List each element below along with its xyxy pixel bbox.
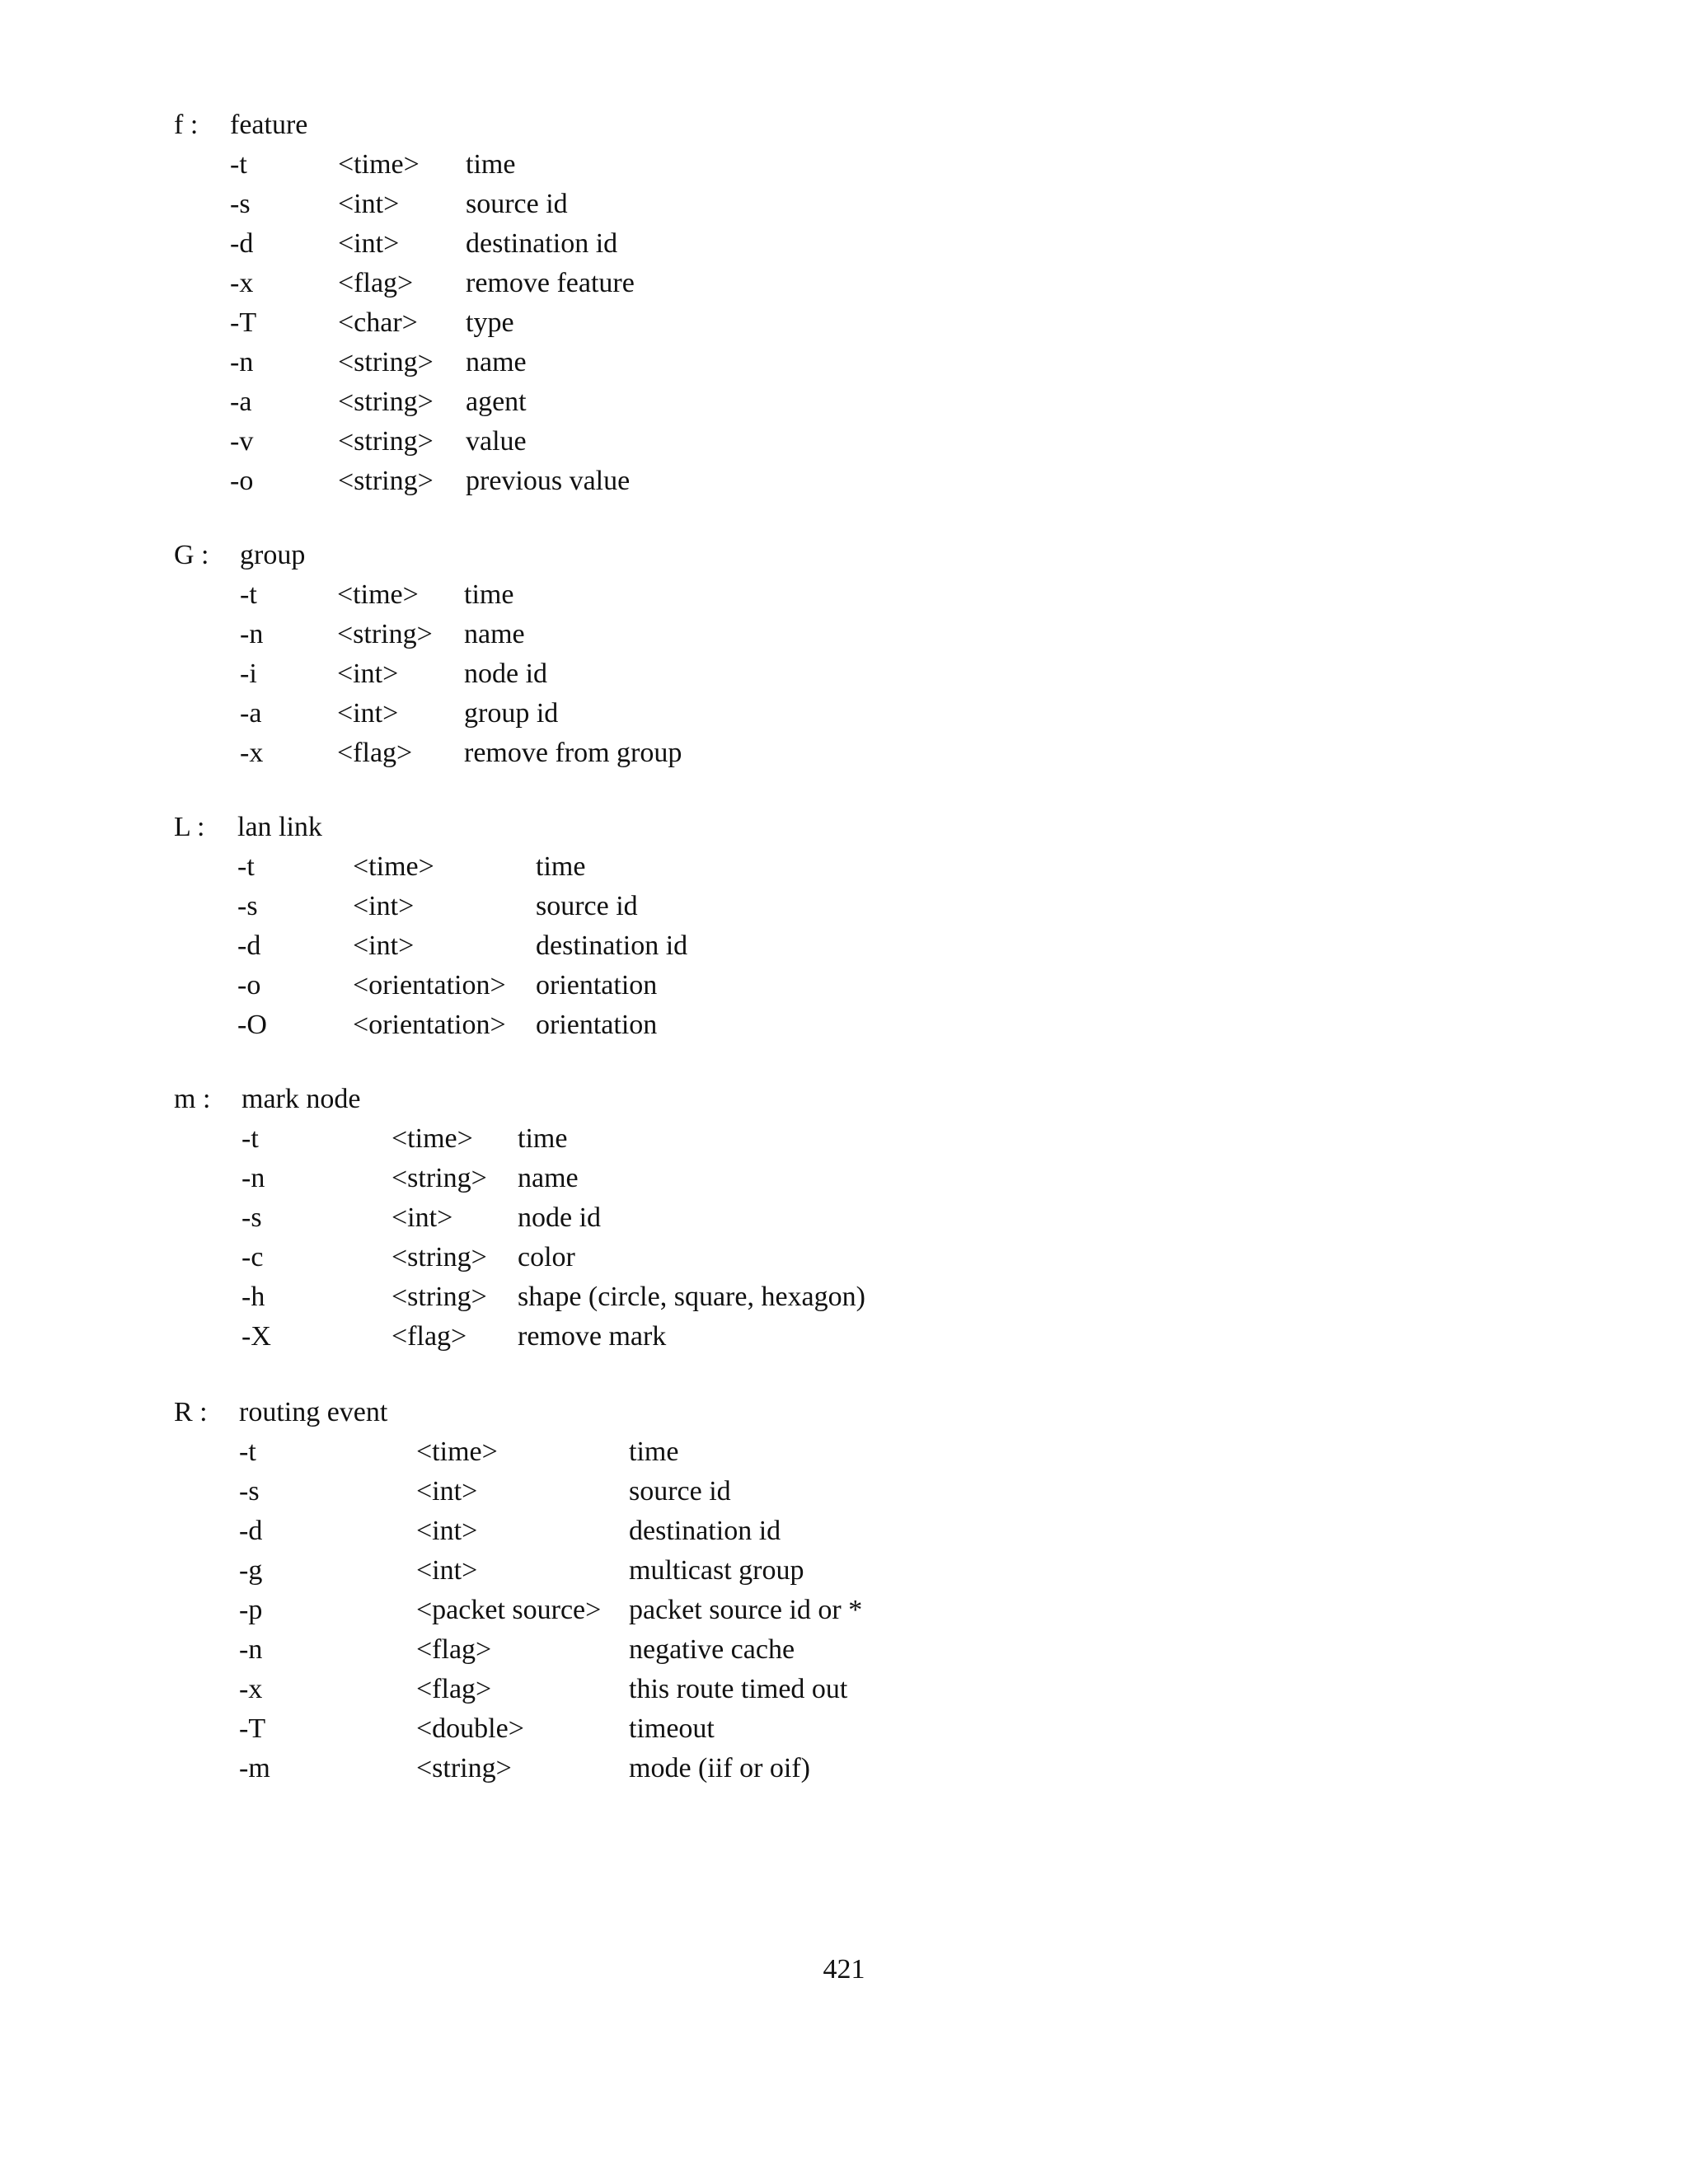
option-row — [0, 1591, 1688, 1630]
option-flag: -x — [240, 738, 264, 768]
option-description: destination id — [536, 930, 688, 961]
option-type: <packet source> — [416, 1595, 602, 1625]
option-type: <int> — [416, 1555, 478, 1586]
option-row — [0, 1749, 1688, 1788]
option-flag: -s — [230, 189, 251, 219]
option-row — [0, 615, 1688, 654]
option-flag: -s — [241, 1202, 262, 1233]
option-flag: -n — [239, 1634, 263, 1665]
event-title: routing event — [239, 1397, 388, 1427]
option-flag: -T — [230, 307, 257, 338]
option-type: <string> — [392, 1282, 487, 1312]
option-description: remove mark — [518, 1321, 667, 1352]
option-type: <double> — [416, 1713, 524, 1744]
option-flag: -v — [230, 426, 254, 457]
option-type: <int> — [353, 891, 415, 921]
option-type: <orientation> — [353, 970, 506, 1001]
option-row — [0, 145, 1688, 185]
option-type: <time> — [416, 1436, 498, 1467]
section-heading — [0, 105, 1688, 145]
option-flag: -d — [230, 228, 254, 259]
option-flag: -t — [239, 1436, 256, 1467]
option-row — [0, 185, 1688, 224]
option-row — [0, 303, 1688, 343]
option-description: mode (iif or oif) — [629, 1753, 810, 1783]
option-flag: -X — [241, 1321, 271, 1352]
event-code: L : — [174, 812, 205, 842]
option-flag: -t — [230, 149, 247, 180]
option-description: destination id — [629, 1516, 781, 1546]
option-type: <string> — [338, 387, 434, 417]
option-description: remove feature — [466, 268, 635, 298]
event-code: G : — [174, 540, 209, 570]
option-type: <flag> — [416, 1634, 492, 1665]
option-description: timeout — [629, 1713, 715, 1744]
option-row — [0, 1551, 1688, 1591]
option-flag: -n — [230, 347, 254, 377]
option-type: <int> — [338, 228, 400, 259]
option-flag: -a — [240, 698, 262, 729]
option-description: time — [518, 1123, 568, 1154]
option-flag: -d — [239, 1516, 263, 1546]
option-flag: -i — [240, 658, 257, 689]
option-description: name — [518, 1163, 579, 1193]
option-flag: -n — [241, 1163, 265, 1193]
event-code: f : — [174, 110, 199, 140]
option-row — [0, 1709, 1688, 1749]
option-row — [0, 1432, 1688, 1472]
option-flag: -p — [239, 1595, 263, 1625]
option-description: time — [466, 149, 516, 180]
event-title: feature — [230, 110, 308, 140]
option-type: <flag> — [416, 1674, 492, 1704]
option-type: <flag> — [337, 738, 413, 768]
option-flag: -s — [237, 891, 258, 921]
option-flag: -T — [239, 1713, 266, 1744]
option-row — [0, 1670, 1688, 1709]
option-row — [0, 422, 1688, 462]
option-type: <int> — [416, 1476, 478, 1507]
section-heading — [0, 1080, 1688, 1119]
option-row — [0, 1005, 1688, 1045]
section-heading — [0, 808, 1688, 847]
option-flag: -m — [239, 1753, 270, 1783]
option-type: <int> — [337, 698, 399, 729]
option-flag: -x — [230, 268, 254, 298]
option-type: <time> — [392, 1123, 473, 1154]
option-type: <time> — [353, 851, 434, 882]
option-description: source id — [536, 891, 638, 921]
option-row — [0, 1238, 1688, 1277]
option-row — [0, 966, 1688, 1005]
option-description: source id — [466, 189, 568, 219]
option-description: source id — [629, 1476, 731, 1507]
option-type: <time> — [337, 579, 419, 610]
option-flag: -o — [237, 970, 261, 1001]
option-row — [0, 654, 1688, 694]
option-description: time — [536, 851, 586, 882]
option-description: shape (circle, square, hexagon) — [518, 1282, 865, 1312]
option-type: <orientation> — [353, 1010, 506, 1040]
option-row — [0, 1277, 1688, 1317]
option-flag: -g — [239, 1555, 263, 1586]
option-type: <int> — [392, 1202, 453, 1233]
option-flag: -c — [241, 1242, 264, 1272]
option-type: <flag> — [338, 268, 414, 298]
option-type: <flag> — [392, 1321, 467, 1352]
option-type: <string> — [392, 1242, 487, 1272]
event-code: R : — [174, 1397, 208, 1427]
option-description: color — [518, 1242, 575, 1272]
option-row — [0, 694, 1688, 733]
option-row — [0, 1198, 1688, 1238]
option-description: previous value — [466, 466, 631, 496]
option-type: <string> — [392, 1163, 487, 1193]
option-description: name — [464, 619, 525, 649]
option-row — [0, 1472, 1688, 1511]
option-type: <string> — [338, 347, 434, 377]
option-description: group id — [464, 698, 559, 729]
option-description: time — [464, 579, 514, 610]
option-type: <int> — [353, 930, 415, 961]
option-description: node id — [518, 1202, 602, 1233]
option-type: <string> — [337, 619, 433, 649]
option-description: node id — [464, 658, 548, 689]
event-title: lan link — [237, 812, 322, 842]
option-description: type — [466, 307, 514, 338]
option-flag: -t — [241, 1123, 259, 1154]
option-flag: -n — [240, 619, 264, 649]
option-description: packet source id or * — [629, 1595, 863, 1625]
option-type: <char> — [338, 307, 418, 338]
option-flag: -d — [237, 930, 261, 961]
option-type: <string> — [338, 466, 434, 496]
option-row — [0, 847, 1688, 887]
option-row — [0, 462, 1688, 501]
option-row — [0, 1630, 1688, 1670]
option-description: agent — [466, 387, 527, 417]
option-description: remove from group — [464, 738, 682, 768]
option-flag: -o — [230, 466, 254, 496]
option-flag: -x — [239, 1674, 263, 1704]
event-title: mark node — [241, 1084, 361, 1114]
option-type: <int> — [338, 189, 400, 219]
option-type: <string> — [338, 426, 434, 457]
event-code: m : — [174, 1084, 211, 1114]
page-number: 421 — [823, 1954, 865, 1985]
option-row — [0, 1511, 1688, 1551]
option-row — [0, 1119, 1688, 1159]
option-description: destination id — [466, 228, 618, 259]
event-title: group — [240, 540, 306, 570]
option-flag: -s — [239, 1476, 260, 1507]
option-flag: -t — [240, 579, 257, 610]
option-row — [0, 733, 1688, 773]
section-heading — [0, 1393, 1688, 1432]
option-row — [0, 887, 1688, 926]
option-description: time — [629, 1436, 679, 1467]
section-heading — [0, 536, 1688, 575]
option-row — [0, 382, 1688, 422]
option-flag: -t — [237, 851, 255, 882]
option-description: orientation — [536, 970, 658, 1001]
option-type: <int> — [337, 658, 399, 689]
option-row — [0, 926, 1688, 966]
option-flag: -O — [237, 1010, 267, 1040]
option-type: <time> — [338, 149, 420, 180]
option-type: <int> — [416, 1516, 478, 1546]
option-row — [0, 224, 1688, 264]
option-description: name — [466, 347, 527, 377]
option-row — [0, 1317, 1688, 1357]
option-description: this route timed out — [629, 1674, 848, 1704]
option-description: negative cache — [629, 1634, 795, 1665]
option-description: orientation — [536, 1010, 658, 1040]
option-flag: -h — [241, 1282, 265, 1312]
option-row — [0, 575, 1688, 615]
option-type: <string> — [416, 1753, 512, 1783]
option-row — [0, 1159, 1688, 1198]
option-description: multicast group — [629, 1555, 804, 1586]
option-row — [0, 264, 1688, 303]
option-description: value — [466, 426, 527, 457]
option-row — [0, 343, 1688, 382]
option-flag: -a — [230, 387, 252, 417]
